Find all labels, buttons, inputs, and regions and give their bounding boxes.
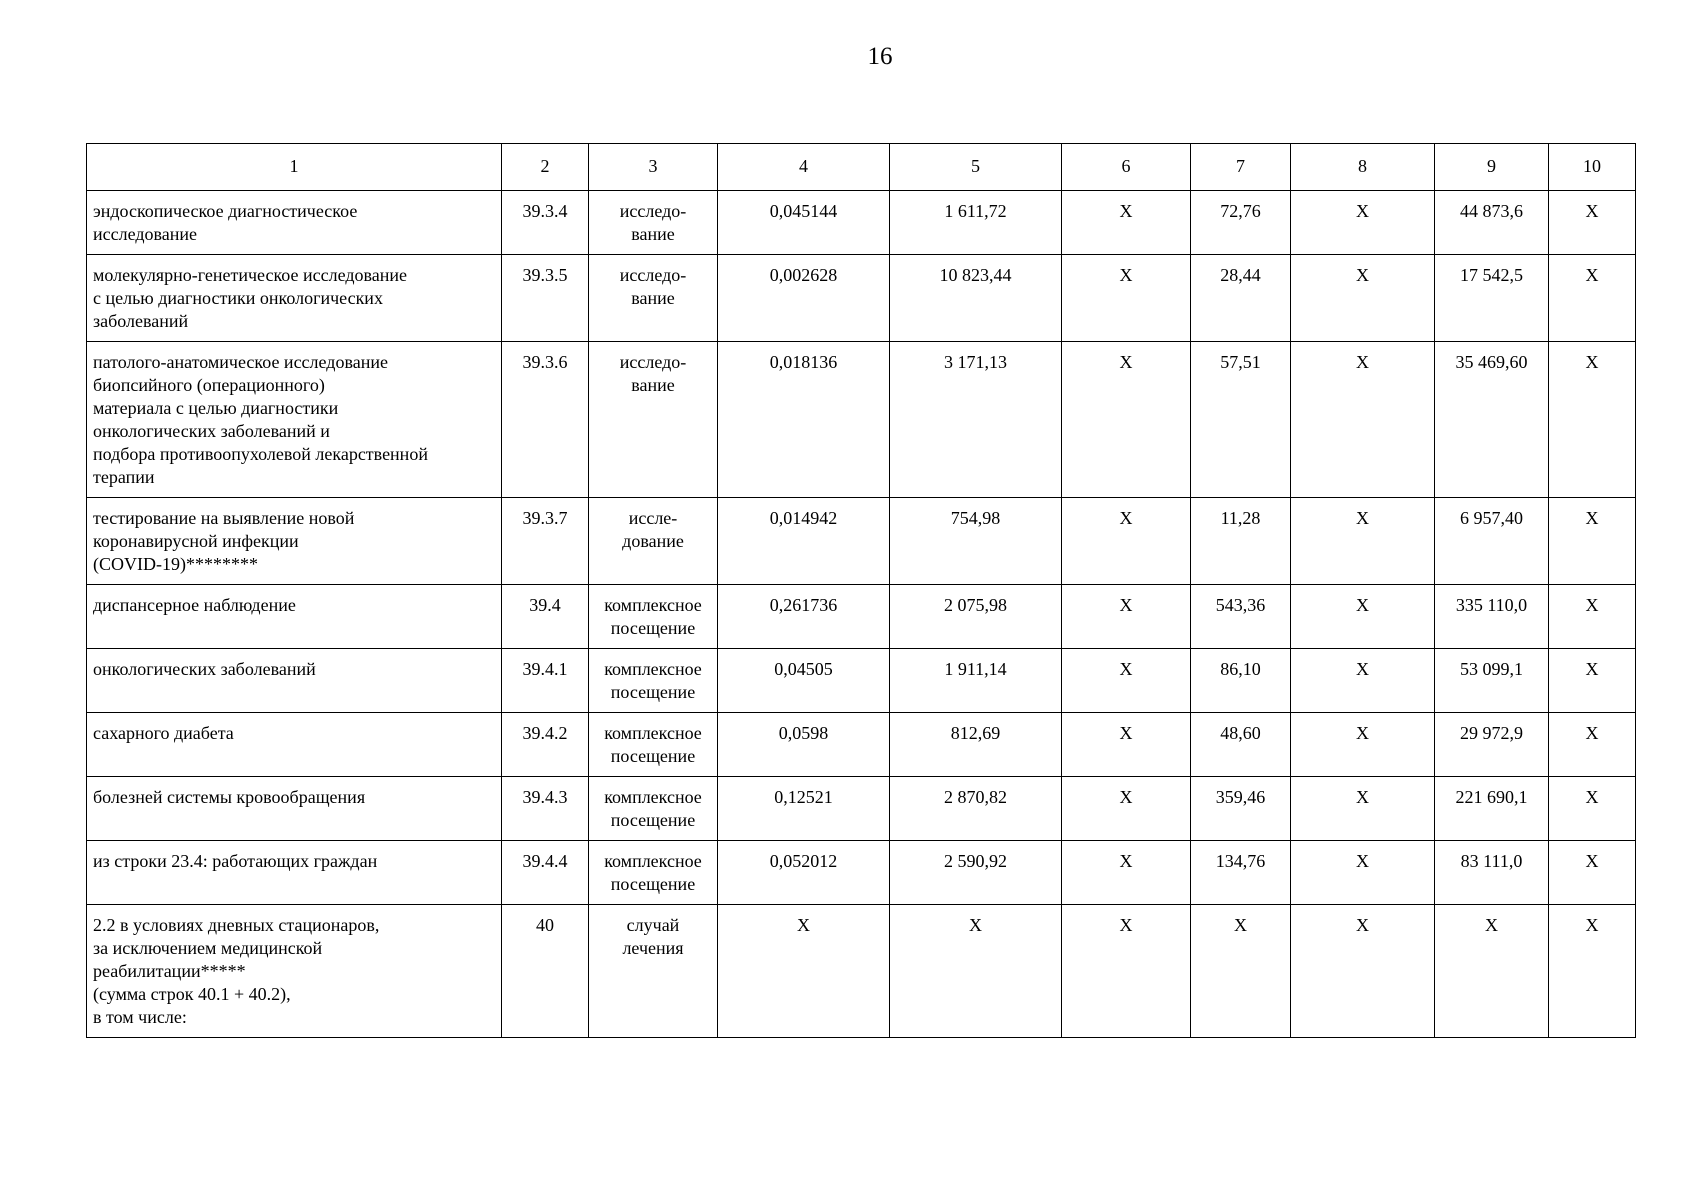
row-name-cell: сахарного диабета [87,713,502,777]
table-cell: Х [1062,905,1191,1038]
table-cell: Х [1062,255,1191,342]
table-cell: Х [1062,649,1191,713]
table-cell: Х [1549,585,1636,649]
row-code-cell: 39.3.7 [502,498,589,585]
column-header: 8 [1291,144,1435,191]
table-cell: 359,46 [1191,777,1291,841]
table-row [87,498,1636,585]
row-unit-cell: случай лечения [589,905,718,1038]
row-code-cell: 39.4.2 [502,713,589,777]
table-cell: Х [1291,713,1435,777]
table-cell: Х [1291,649,1435,713]
table-cell: 6 957,40 [1435,498,1549,585]
table-cell: 221 690,1 [1435,777,1549,841]
table-row [87,649,1636,713]
row-unit-cell: комплексное посещение [589,841,718,905]
column-header: 4 [718,144,890,191]
column-header: 5 [890,144,1062,191]
table-cell: Х [1549,713,1636,777]
table-cell: Х [1549,649,1636,713]
table-cell: 335 110,0 [1435,585,1549,649]
table-cell: 1 611,72 [890,191,1062,255]
table-header-row [87,144,1636,191]
row-name-cell: диспансерное наблюдение [87,585,502,649]
row-unit-cell: иссле- дование [589,498,718,585]
row-code-cell: 39.3.5 [502,255,589,342]
table-cell: 0,014942 [718,498,890,585]
row-unit-cell: комплексное посещение [589,649,718,713]
column-header: 10 [1549,144,1636,191]
table-cell: 1 911,14 [890,649,1062,713]
row-code-cell: 39.4.4 [502,841,589,905]
table-cell: 0,045144 [718,191,890,255]
table-cell: Х [1062,841,1191,905]
column-header: 2 [502,144,589,191]
table-cell: 0,052012 [718,841,890,905]
row-unit-cell: исследо- вание [589,191,718,255]
page-number: 16 [867,43,893,70]
table-cell: Х [1291,777,1435,841]
table-row [87,713,1636,777]
table-cell: Х [1291,255,1435,342]
table-cell: Х [1435,905,1549,1038]
table-cell: 3 171,13 [890,342,1062,498]
table-cell: 2 590,92 [890,841,1062,905]
table-cell: Х [1549,342,1636,498]
table-cell: 17 542,5 [1435,255,1549,342]
table-cell: Х [1062,777,1191,841]
table-row [87,255,1636,342]
table-row [87,777,1636,841]
row-name-cell: онкологических заболеваний [87,649,502,713]
row-code-cell: 40 [502,905,589,1038]
row-unit-cell: комплексное посещение [589,777,718,841]
column-header: 6 [1062,144,1191,191]
table-cell: Х [1549,841,1636,905]
table-cell: 10 823,44 [890,255,1062,342]
column-header: 1 [87,144,502,191]
table-cell: Х [1191,905,1291,1038]
table-cell: Х [718,905,890,1038]
table-cell: 57,51 [1191,342,1291,498]
row-name-cell: тестирование на выявление новой коронавирусной инфекции (COVID-19)******** [87,498,502,585]
table-cell: Х [1062,191,1191,255]
table-cell: 543,36 [1191,585,1291,649]
row-unit-cell: исследо- вание [589,255,718,342]
table-cell: 53 099,1 [1435,649,1549,713]
table-cell: 11,28 [1191,498,1291,585]
row-code-cell: 39.4.1 [502,649,589,713]
table-cell: Х [1549,498,1636,585]
table-cell: 0,04505 [718,649,890,713]
table-cell: 48,60 [1191,713,1291,777]
column-header: 9 [1435,144,1549,191]
row-name-cell: молекулярно-генетическое исследование с целью диагностики онкологических заболеваний [87,255,502,342]
table-cell: Х [1291,191,1435,255]
table-cell: Х [1062,498,1191,585]
row-name-cell: эндоскопическое диагностическое исследование [87,191,502,255]
table-cell: 0,261736 [718,585,890,649]
table-row [87,342,1636,498]
table-row [87,191,1636,255]
table-cell: 86,10 [1191,649,1291,713]
column-header: 7 [1191,144,1291,191]
table-cell: 0,002628 [718,255,890,342]
table-row [87,841,1636,905]
table-cell: 0,12521 [718,777,890,841]
table-cell: 29 972,9 [1435,713,1549,777]
table-cell: 812,69 [890,713,1062,777]
table-cell: Х [1291,841,1435,905]
table-cell: Х [1549,191,1636,255]
table-row [87,905,1636,1038]
row-unit-cell: исследо- вание [589,342,718,498]
row-name-cell: болезней системы кровообращения [87,777,502,841]
table-cell: Х [1062,585,1191,649]
table-cell: Х [1549,905,1636,1038]
row-name-cell: патолого-анатомическое исследование биопсийного (операционного) материала с целью диагностики онкологических заболеваний и подбора противоопухолевой лекарственной терапии [87,342,502,498]
table-cell: 0,018136 [718,342,890,498]
table-cell: Х [1291,498,1435,585]
table-cell: Х [1291,342,1435,498]
table-cell: 28,44 [1191,255,1291,342]
table-cell: Х [1549,777,1636,841]
row-code-cell: 39.3.6 [502,342,589,498]
table-cell: 44 873,6 [1435,191,1549,255]
row-unit-cell: комплексное посещение [589,713,718,777]
table-cell: 2 870,82 [890,777,1062,841]
table-cell: Х [1291,905,1435,1038]
table-cell: Х [1062,713,1191,777]
row-name-cell: из строки 23.4: работающих граждан [87,841,502,905]
table-cell: Х [1291,585,1435,649]
row-code-cell: 39.4 [502,585,589,649]
table-cell: 72,76 [1191,191,1291,255]
table-cell: 2 075,98 [890,585,1062,649]
row-name-cell: 2.2 в условиях дневных стационаров, за исключением медицинской реабилитации***** (сумма строк 40.1 + 40.2), в том числе: [87,905,502,1038]
table-cell: 134,76 [1191,841,1291,905]
data-table [86,143,1636,1038]
table-cell: 83 111,0 [1435,841,1549,905]
row-unit-cell: комплексное посещение [589,585,718,649]
row-code-cell: 39.4.3 [502,777,589,841]
table-cell: Х [1549,255,1636,342]
column-header: 3 [589,144,718,191]
table-cell: Х [890,905,1062,1038]
table-cell: 754,98 [890,498,1062,585]
table-cell: 0,0598 [718,713,890,777]
row-code-cell: 39.3.4 [502,191,589,255]
table-cell: 35 469,60 [1435,342,1549,498]
table-row [87,585,1636,649]
table-cell: Х [1062,342,1191,498]
